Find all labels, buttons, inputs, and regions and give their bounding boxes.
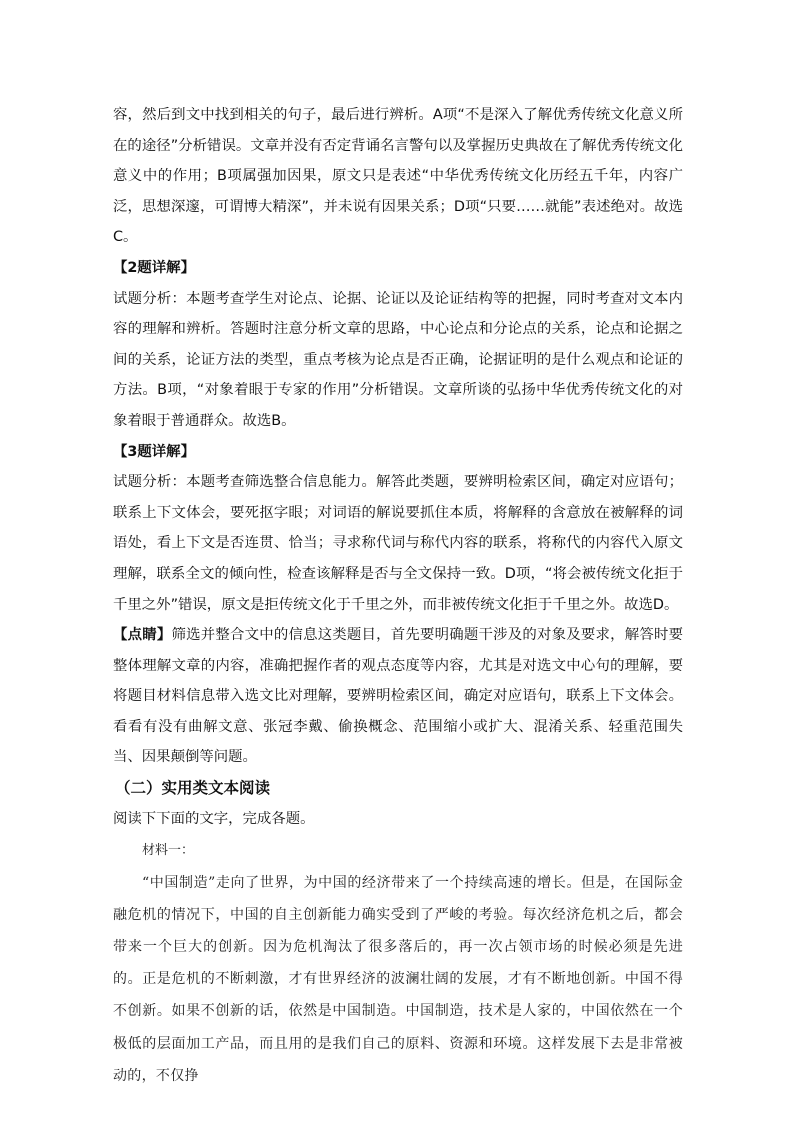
heading-question-3-explanation: 【3题详解】 (113, 443, 195, 460)
paragraph-answer-2: 试题分析：本题考查学生对论点、论据、论证以及论证结构等的把握，同时考查对文本内容的理解和辨析。答题时注意分析文章的思路，中心论点和分论点的关系，论点和论据之间的关系，论证方法的类型，重点考核为论点是否正确，论据证明的是什么观点和论证的方法。B项，“对象着眼于专家的作用”分析错误。文章所谈的弘扬中华优秀传统文化的对象着眼于普通群众。故选B。 (113, 290, 683, 429)
heading-question-2-explanation: 【2题详解】 (113, 259, 195, 276)
section-instruction: 阅读下下面的文字，完成各题。 (113, 811, 315, 828)
dianjing-text: 筛选并整合文中的信息这类题目，首先要明确题干涉及的对象及要求，解答时要整体理解文章的内容，准确把握作者的观点态度等内容，尤其是对选文中心句的理解，要将题目材料信息带入选文比对理解，要辨明检索区间，确定对应语句，联系上下文体会。看看有没有曲解文意、张冠李戴、偷换概念、范围缩小或扩大、混淆关系、轻重范围失当、因果颠倒等问题。 (113, 627, 683, 766)
paragraph-dianjing (113, 620, 683, 773)
dianjing-label: 【点睛】 (113, 627, 172, 644)
section-title: （二）实用类文本阅读 (115, 779, 271, 798)
material-label: 材料一： (142, 842, 195, 858)
page-content (113, 100, 683, 1092)
paragraph-answer-1-continued: 容，然后到文中找到相关的句子，最后进行辨析。A项“不是深入了解优秀传统文化意义所在的途径”分析错误。文章并没有否定背诵名言警句以及掌握历史典故在了解优秀传统文化意义中的作用；B项属强加因果，原文只是表述“中华优秀传统文化历经五千年，内容广泛，思想深邃，可谓博大精深”，并未说有因果关系；D项“只要……就能”表述绝对。故选C。 (113, 107, 683, 246)
paragraph-answer-3: 试题分析：本题考查筛选整合信息能力。解答此类题，要辨明检索区间，确定对应语句；联系上下文体会，要死抠字眼；对词语的解说要抓住本质，将解释的含意放在被解释的词语处，看上下文是否连贯、恰当；寻求称代词与称代内容的联系，将称代的内容代入原文理解，联系全文的倾向性，检查该解释是否与全文保持一致。D项，“将会被传统文化拒于千里之外”错误，原文是拒传统文化于千里之外，而非被传统文化拒于千里之外。故选D。 (113, 474, 683, 613)
material-text: “中国制造”走向了世界，为中国的经济带来了一个持续高速的增长。但是，在国际金融危机的情况下，中国的自主创新能力确实受到了严峻的考验。每次经济危机之后，都会带来一个巨大的创新。因为危机淘汰了很多落后的，再一次占领市场的时候必须是先进的。正是危机的不断刺激，才有世界经济的波澜壮阔的发展，才有不断地创新。中国不得不创新。如果不创新的话，依然是中国制造。中国制造，技术是人家的，中国依然在一个极低的层面加工产品，而且用的是我们自己的原料、资源和环境。这样发展下去是非常被动的，不仅挣 (113, 874, 683, 1084)
